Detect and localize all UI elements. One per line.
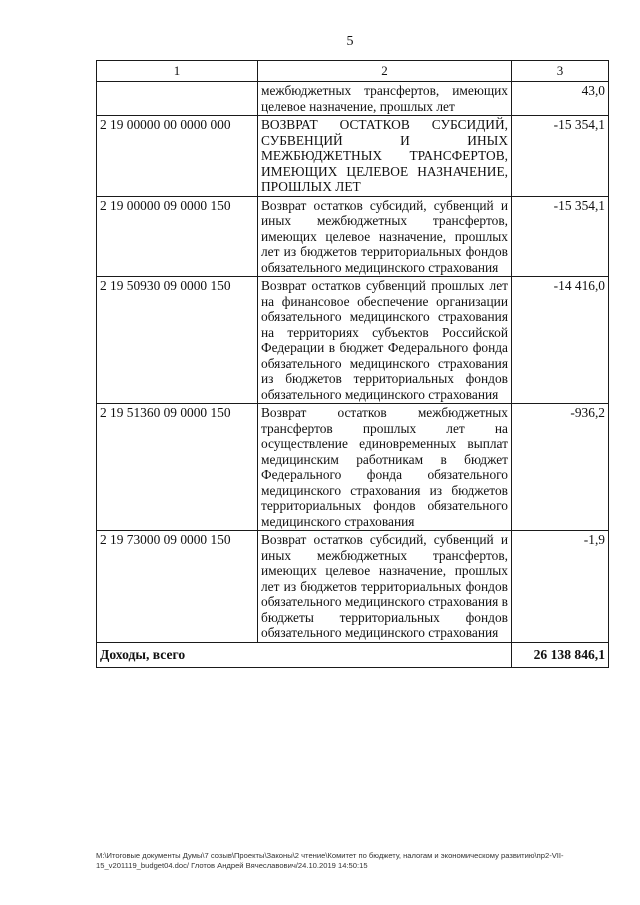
amount-cell: -1,9 [512,531,609,643]
footer-path-line-2: 15_v201119_budget04.doc/ Глотов Андрей Вячеславович/24.10.2019 14:50:15 [96,861,368,870]
total-value: 26 138 846,1 [512,642,609,667]
table-row [97,531,609,643]
table-row [97,196,609,277]
budget-code-cell: 2 19 73000 09 0000 150 [97,531,258,643]
amount-cell: -15 354,1 [512,196,609,277]
budget-code-cell [97,82,258,116]
column-header-name: 2 [258,61,512,82]
income-name-cell: межбюджетных трансфертов, имеющих целевое назначение, прошлых лет [258,82,512,116]
table-row [97,82,609,116]
table-row [97,277,609,404]
budget-table [96,60,609,668]
document-path-footer [96,851,610,871]
amount-cell: -936,2 [512,404,609,531]
column-header-value: 3 [512,61,609,82]
budget-code-cell: 2 19 51360 09 0000 150 [97,404,258,531]
income-name-cell: Возврат остатков межбюджетных трансфертов прошлых лет на осуществление единовременных выплат медицинским работникам в бюджет Федерального фонда обязательного медицинского страхования из бюджетов территориальных фондов обязательного медицинского страхования [258,404,512,531]
amount-cell: 43,0 [512,82,609,116]
table-header-row [97,61,609,82]
amount-cell: -15 354,1 [512,116,609,197]
total-label: Доходы, всего [97,642,512,667]
income-name-cell: Возврат остатков субвенций прошлых лет на финансовое обеспечение организации обязательного медицинского страхования на территориях субъектов Российской Федерации в бюджет Федерального фонда обязательного медицинского страхования из бюджетов территориальных фондов обязательного медицинского страхования [258,277,512,404]
page-number: 5 [346,34,354,49]
table-row [97,404,609,531]
income-name-cell: Возврат остатков субсидий, субвенций и иных межбюджетных трансфертов, имеющих целевое назначение, прошлых лет из бюджетов территориальных фондов обязательного медицинского страхования в бюджеты территориальных фондов обязательного медицинского страхования [258,531,512,643]
table-row [97,116,609,197]
column-header-code: 1 [97,61,258,82]
income-name-cell: Возврат остатков субсидий, субвенций и иных межбюджетных трансфертов, имеющих целевое назначение, прошлых лет из бюджетов территориальных фондов обязательного медицинского страхования [258,196,512,277]
footer-path-line-1: M:\Итоговые документы Думы\7 созыв\Проекты\Законы\2 чтение\Комитет по бюджету, налогам и экономическому развитию\пр2-VII- [96,851,564,860]
total-row [97,642,609,667]
budget-code-cell: 2 19 00000 00 0000 000 [97,116,258,197]
budget-code-cell: 2 19 00000 09 0000 150 [97,196,258,277]
budget-code-cell: 2 19 50930 09 0000 150 [97,277,258,404]
amount-cell: -14 416,0 [512,277,609,404]
income-name-cell: ВОЗВРАТ ОСТАТКОВ СУБСИДИЙ, СУБВЕНЦИЙ И ИНЫХ МЕЖБЮДЖЕТНЫХ ТРАНСФЕРТОВ, ИМЕЮЩИХ ЦЕЛЕВОЕ НАЗНАЧЕНИЕ, ПРОШЛЫХ ЛЕТ [258,116,512,197]
